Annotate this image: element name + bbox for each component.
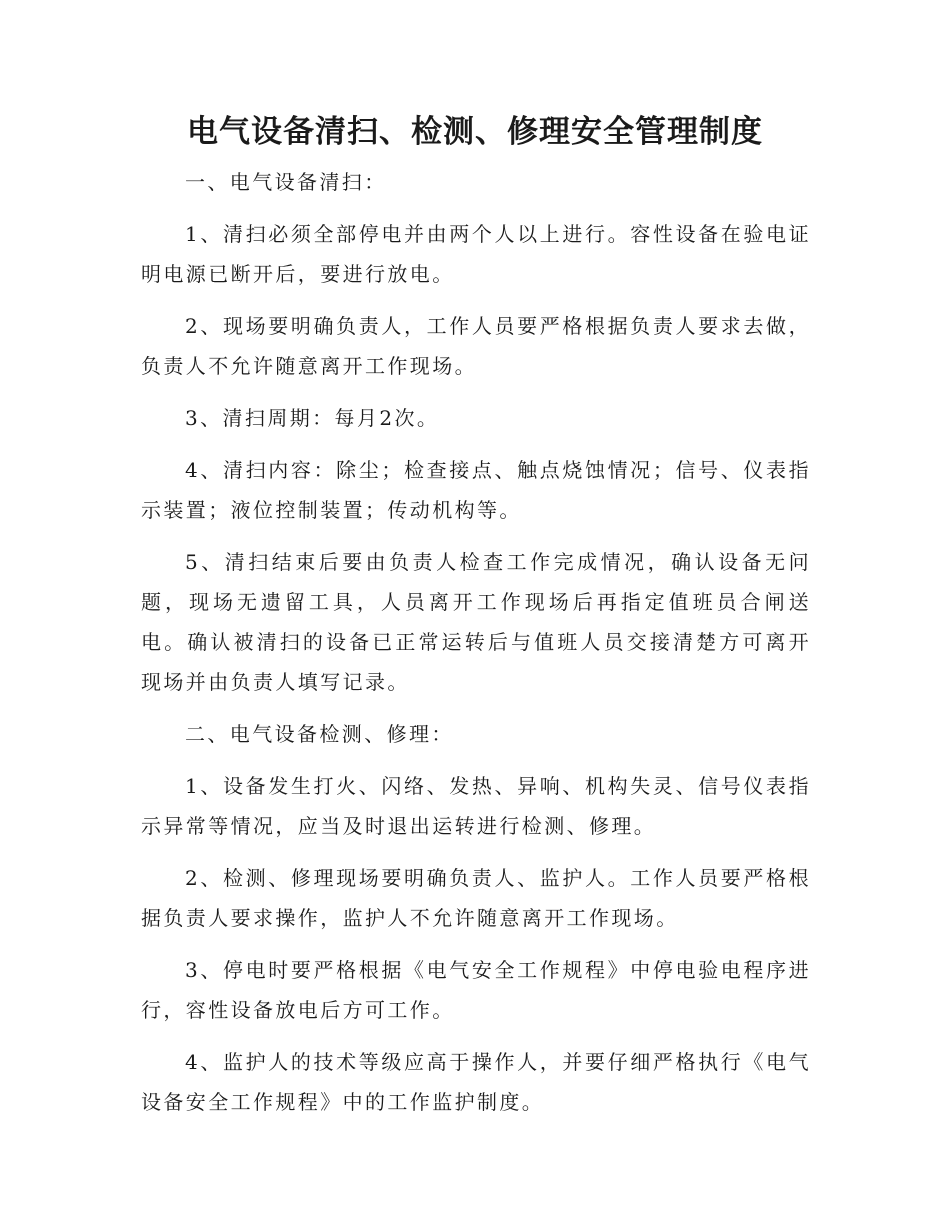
cleaning-item-1: 1、清扫必须全部停电并由两个人以上进行。容性设备在验电证明电源已断开后，要进行放电。 <box>141 222 811 286</box>
document-body <box>141 162 811 1134</box>
document-title: 电气设备清扫、检测、修理安全管理制度 <box>187 114 763 150</box>
cleaning-item-4: 4、清扫内容：除尘；检查接点、触点烧蚀情况；信号、仪表指示装置；液位控制装置；传动机构等。 <box>141 458 811 522</box>
repair-item-2: 2、检测、修理现场要明确负责人、监护人。工作人员要严格根据负责人要求操作，监护人不允许随意离开工作现场。 <box>141 866 811 930</box>
section-heading-cleaning: 一、电气设备清扫： <box>185 170 387 194</box>
cleaning-item-5: 5、清扫结束后要由负责人检查工作完成情况，确认设备无问题，现场无遗留工具，人员离开工作现场后再指定值班员合闸送电。确认被清扫的设备已正常运转后与值班人员交接清楚方可离开现场并由负责人填写记录。 <box>141 550 811 694</box>
repair-item-3: 3、停电时要严格根据《电气安全工作规程》中停电验电程序进行，容性设备放电后方可工作。 <box>141 958 811 1022</box>
repair-item-4: 4、监护人的技术等级应高于操作人，并要仔细严格执行《电气设备安全工作规程》中的工作监护制度。 <box>141 1050 811 1114</box>
section-heading-inspection-repair: 二、电气设备检测、修理： <box>185 722 454 746</box>
cleaning-item-2: 2、现场要明确负责人，工作人员要严格根据负责人要求去做，负责人不允许随意离开工作现场。 <box>141 314 811 378</box>
cleaning-item-3: 3、清扫周期：每月2次。 <box>185 406 440 430</box>
repair-item-1: 1、设备发生打火、闪络、发热、异响、机构失灵、信号仪表指示异常等情况，应当及时退出运转进行检测、修理。 <box>141 774 811 838</box>
